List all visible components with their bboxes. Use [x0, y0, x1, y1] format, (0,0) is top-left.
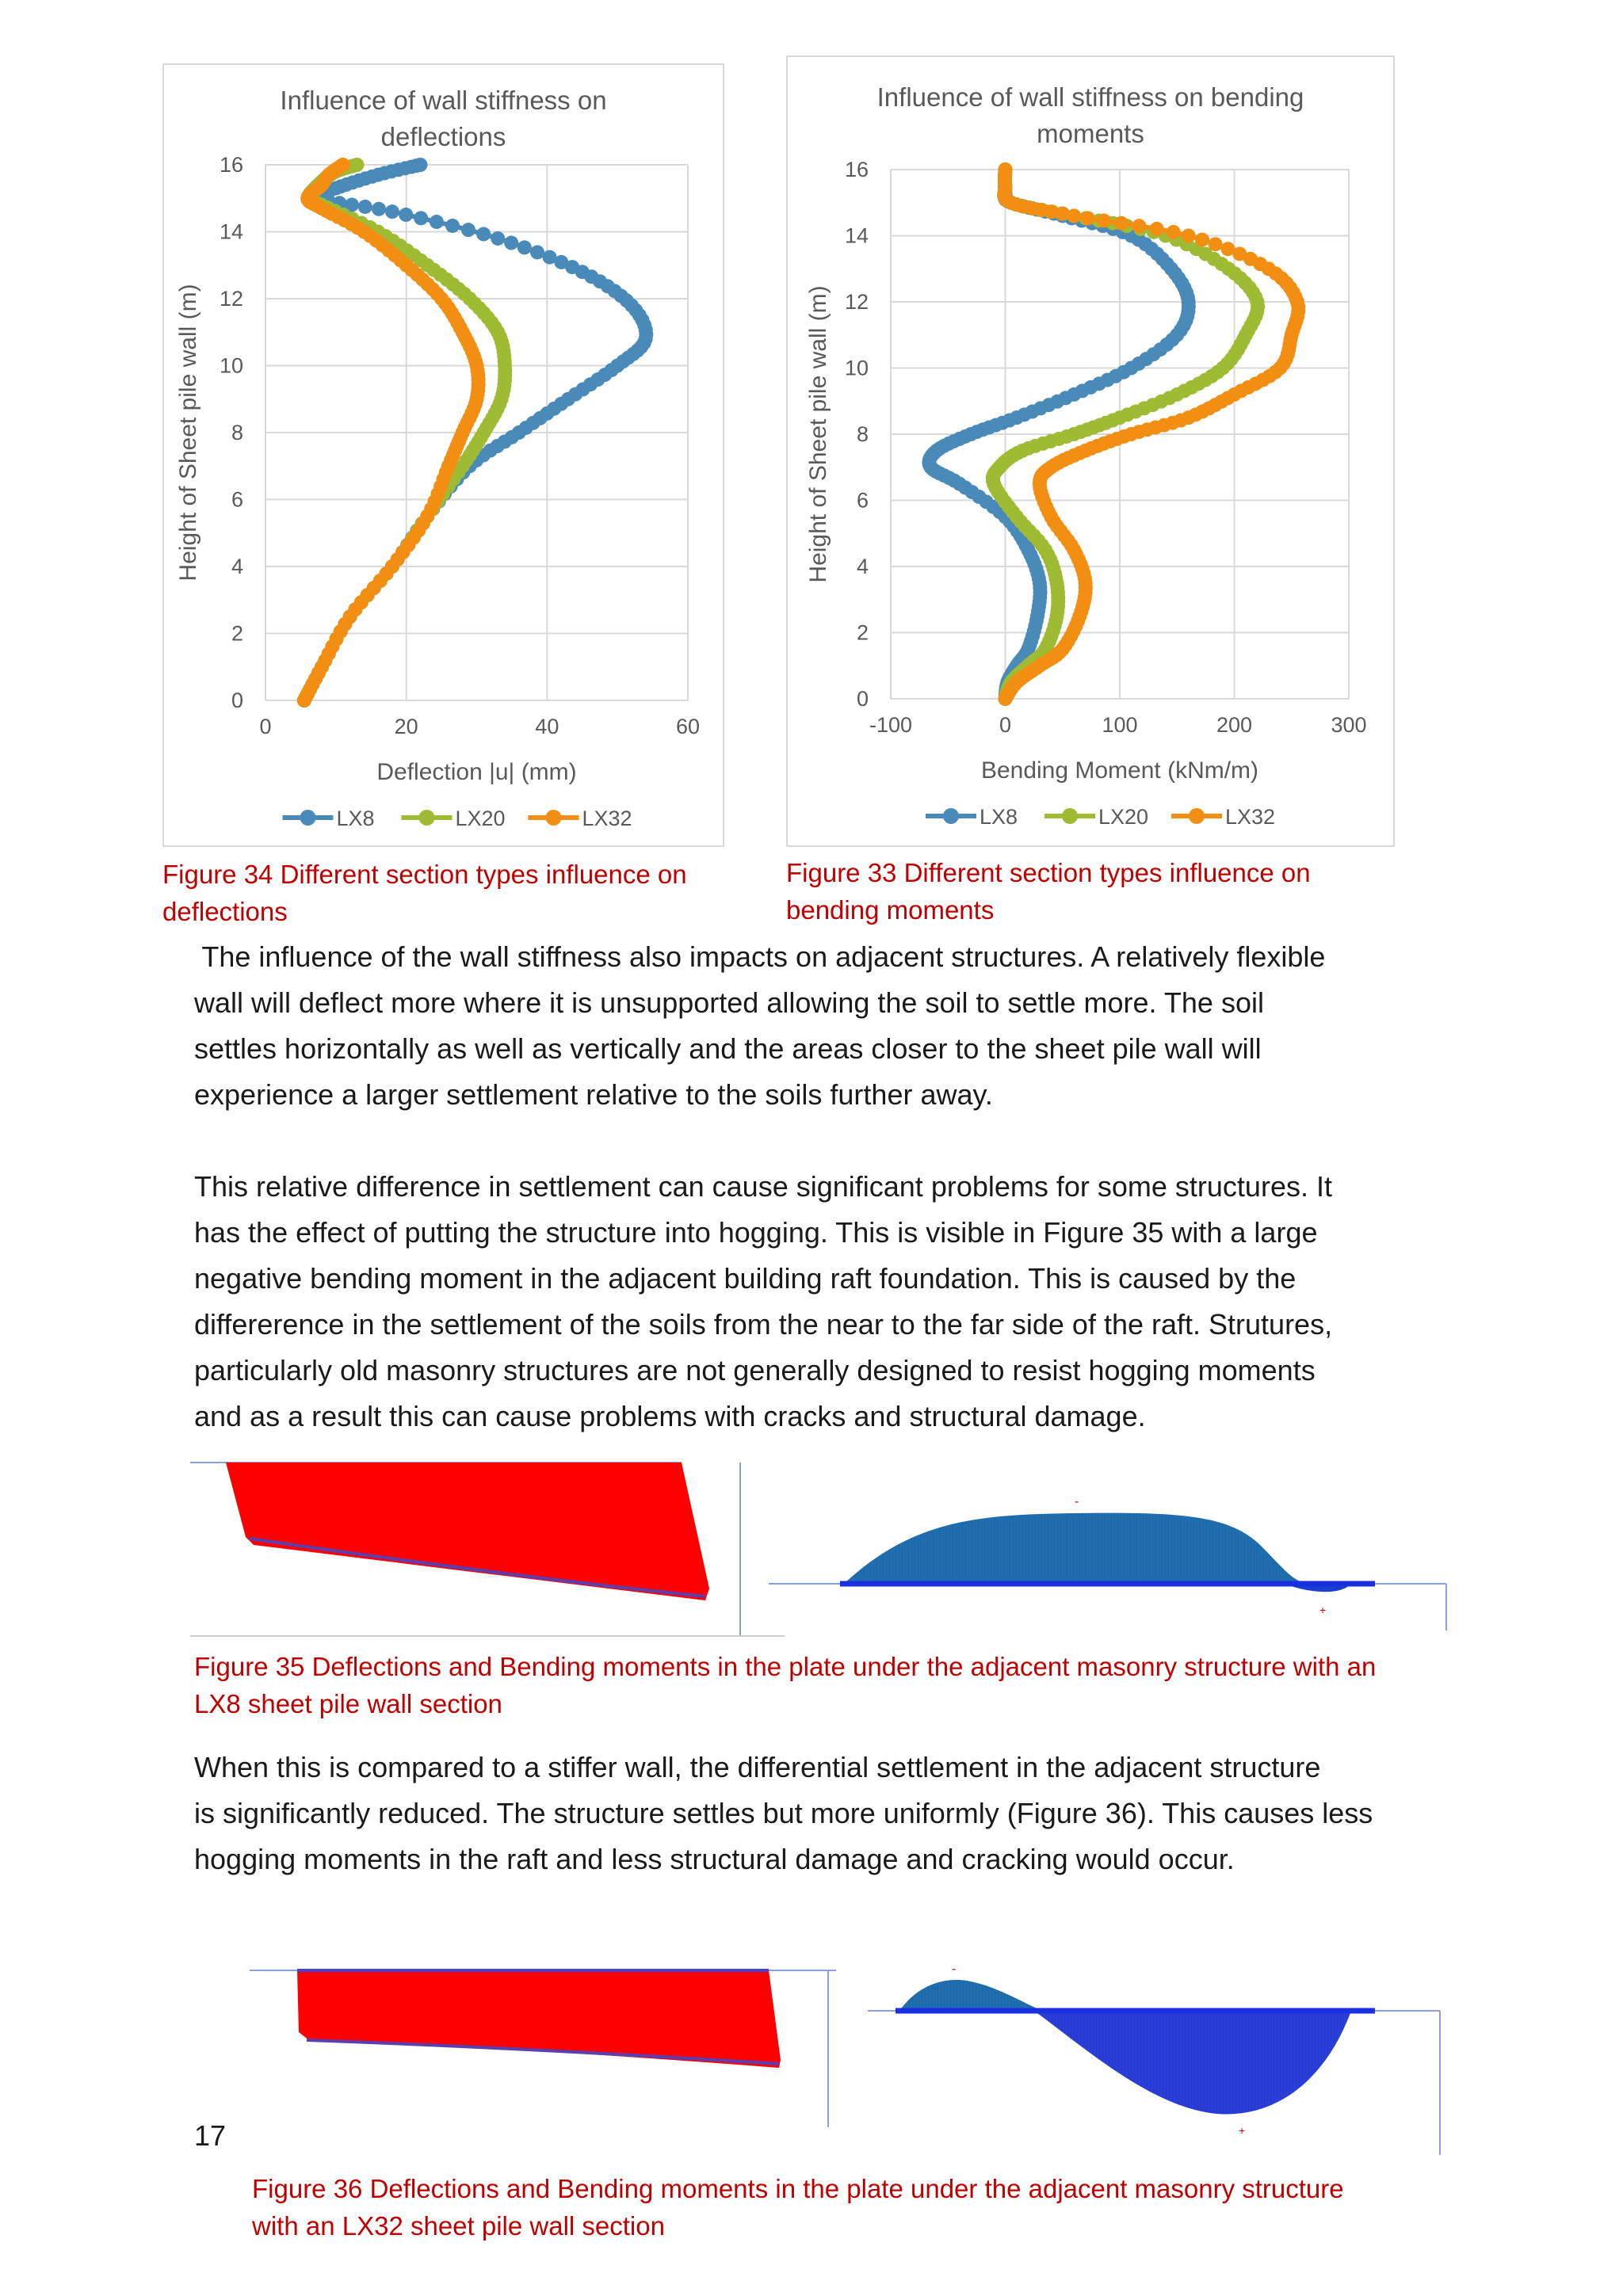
legend-marker-lx32 [1189, 808, 1205, 824]
deflection-chart-frame [162, 63, 724, 847]
data-point-lx8 [430, 215, 444, 229]
text-line: is significantly reduced. The structure settles but more uniformly (Figure 36). This causes less [194, 1797, 1373, 1829]
legend-label-lx20: LX20 [1098, 805, 1149, 829]
moment-chart-frame [786, 55, 1395, 847]
data-point-lx8 [372, 202, 386, 216]
data-point-lx8 [461, 223, 475, 237]
y-tick-label: 16 [219, 153, 243, 177]
y-tick-label: 8 [856, 422, 869, 446]
data-point-lx8 [491, 231, 505, 246]
y-tick-label: 6 [856, 488, 869, 513]
chart-title: Influence of wall stiffness on bending [876, 82, 1304, 112]
text-line: differerence in the settlement of the soils from the near to the far side of the raft. Strutures, [194, 1308, 1333, 1341]
y-tick-label: 10 [219, 353, 243, 378]
y-tick-label: 4 [231, 555, 243, 578]
data-point-lx32 [1182, 229, 1196, 243]
legend-label-lx32: LX32 [1225, 805, 1276, 829]
data-point-lx32 [1097, 214, 1111, 228]
caption-figure-35 [194, 1648, 1376, 1722]
data-point-lx8 [358, 200, 372, 214]
data-point-lx8 [414, 211, 428, 225]
data-point-lx32 [999, 162, 1013, 177]
y-tick-label: 12 [844, 290, 869, 314]
legend-marker-lx8 [300, 810, 316, 826]
data-point-lx32 [1195, 233, 1209, 247]
data-point-lx32 [1209, 237, 1223, 251]
figure-36-moment [868, 1957, 1450, 2163]
text-line: and as a result this can cause problems with cracks and structural damage. [194, 1400, 1146, 1432]
data-point-lx32 [336, 158, 350, 172]
y-tick-label: 2 [231, 621, 243, 646]
data-point-lx8 [413, 158, 427, 172]
figure-36-deflection [250, 1961, 844, 2135]
data-point-lx8 [530, 245, 544, 259]
y-tick-label: 0 [856, 687, 869, 711]
minus-marker: - [1075, 1495, 1079, 1508]
caption-line: with an LX32 sheet pile wall section [252, 2211, 665, 2241]
x-tick-label: 0 [999, 713, 1012, 737]
text-line: wall will deflect more where it is unsupported allowing the soil to settle more. The soil [194, 986, 1264, 1019]
x-tick-label: 40 [535, 715, 559, 738]
y-tick-label: 14 [844, 223, 869, 248]
legend-marker-lx32 [546, 810, 562, 826]
data-point-lx8 [504, 236, 518, 250]
x-tick-label: 100 [1102, 713, 1138, 737]
data-point-lx32 [1220, 242, 1235, 256]
text-line: negative bending moment in the adjacent building raft foundation. This is caused by the [194, 1262, 1296, 1295]
text-line: The influence of the wall stiffness also impacts on adjacent structures. A relatively flexible [194, 940, 1326, 973]
paragraph-3 [194, 1745, 1430, 1882]
legend-marker-lx8 [943, 808, 959, 824]
data-point-lx32 [1150, 222, 1164, 236]
y-tick-label: 10 [844, 356, 869, 380]
x-axis-label: Deflection |u| (mm) [376, 759, 577, 785]
data-point-lx20 [349, 158, 364, 172]
caption-line: Figure 36 Deflections and Bending moments in the plate under the adjacent masonry structure [252, 2174, 1344, 2203]
y-axis-label: Height of Sheet pile wall (m) [175, 284, 201, 582]
caption-line: LX8 sheet pile wall section [194, 1689, 502, 1718]
caption-figure-33 [786, 854, 1311, 929]
text-line: particularly old masonry structures are not generally designed to resist hogging moments [194, 1354, 1316, 1386]
y-tick-label: 0 [231, 688, 243, 712]
data-point-lx8 [517, 240, 532, 254]
caption-line: deflections [162, 897, 288, 926]
legend-label-lx8: LX8 [336, 807, 375, 830]
x-tick-label: 300 [1331, 713, 1367, 737]
x-tick-label: 200 [1216, 713, 1253, 737]
data-point-lx32 [1132, 219, 1146, 233]
data-point-lx8 [445, 219, 460, 233]
moment-chart [788, 57, 1393, 845]
legend-marker-lx20 [419, 810, 435, 826]
data-point-lx32 [1114, 216, 1128, 231]
y-tick-label: 8 [231, 421, 243, 444]
legend-label-lx8: LX8 [980, 805, 1018, 829]
caption-line: Figure 35 Deflections and Bending moments in the plate under the adjacent masonry structure with an [194, 1652, 1377, 1681]
y-tick-label: 14 [219, 219, 243, 244]
data-point-lx8 [385, 204, 399, 219]
plus-marker: + [1239, 2124, 1246, 2137]
data-point-lx8 [543, 250, 557, 265]
data-point-lx32 [1167, 225, 1181, 239]
data-point-lx8 [476, 227, 491, 242]
caption-figure-34 [162, 856, 687, 930]
caption-line: bending moments [786, 895, 995, 925]
legend-marker-lx20 [1062, 808, 1078, 824]
text-line: has the effect of putting the structure into hogging. This is visible in Figure 35 with a large [194, 1216, 1318, 1249]
caption-line: Figure 34 Different section types influence on [162, 860, 687, 889]
data-point-lx8 [399, 208, 413, 222]
legend-label-lx32: LX32 [582, 807, 632, 830]
figure-35-moment [769, 1458, 1458, 1644]
x-tick-label: -100 [869, 713, 913, 737]
y-tick-label: 4 [856, 555, 869, 578]
text-line: When this is compared to a stiffer wall, the differential settlement in the adjacent structure [194, 1751, 1321, 1783]
figure-35-deflection [190, 1458, 785, 1640]
y-tick-label: 2 [856, 620, 869, 645]
data-point-lx32 [1081, 211, 1095, 225]
paragraph-1 [194, 934, 1430, 1118]
x-tick-label: 20 [394, 715, 418, 738]
text-line: experience a larger settlement relative to the soils further away. [194, 1078, 993, 1111]
chart-title: Influence of wall stiffness on [280, 86, 607, 115]
chart-title: moments [1037, 119, 1144, 148]
deflection-chart [164, 65, 723, 845]
y-tick-label: 16 [844, 158, 869, 181]
plus-marker: + [1319, 1604, 1327, 1616]
page-number: 17 [194, 2119, 227, 2152]
y-tick-label: 6 [231, 487, 243, 512]
data-point-lx32 [1067, 208, 1081, 223]
x-axis-label: Bending Moment (kNm/m) [980, 757, 1259, 784]
text-line: This relative difference in settlement can cause significant problems for some structures. It [194, 1170, 1332, 1203]
text-line: settles horizontally as well as vertically and the areas closer to the sheet pile wall will [194, 1032, 1262, 1065]
y-axis-label: Height of Sheet pile wall (m) [805, 285, 831, 583]
caption-line: Figure 33 Different section types influence on [786, 858, 1311, 887]
legend-label-lx20: LX20 [455, 807, 506, 830]
caption-figure-36 [252, 2170, 1344, 2245]
minus-marker: - [952, 1962, 957, 1976]
x-tick-label: 60 [675, 715, 701, 738]
chart-title: deflections [380, 122, 506, 151]
y-tick-label: 12 [219, 287, 243, 311]
x-tick-label: 0 [259, 715, 272, 738]
paragraph-2 [194, 1164, 1430, 1440]
text-line: hogging moments in the raft and less structural damage and cracking would occur. [194, 1843, 1235, 1875]
